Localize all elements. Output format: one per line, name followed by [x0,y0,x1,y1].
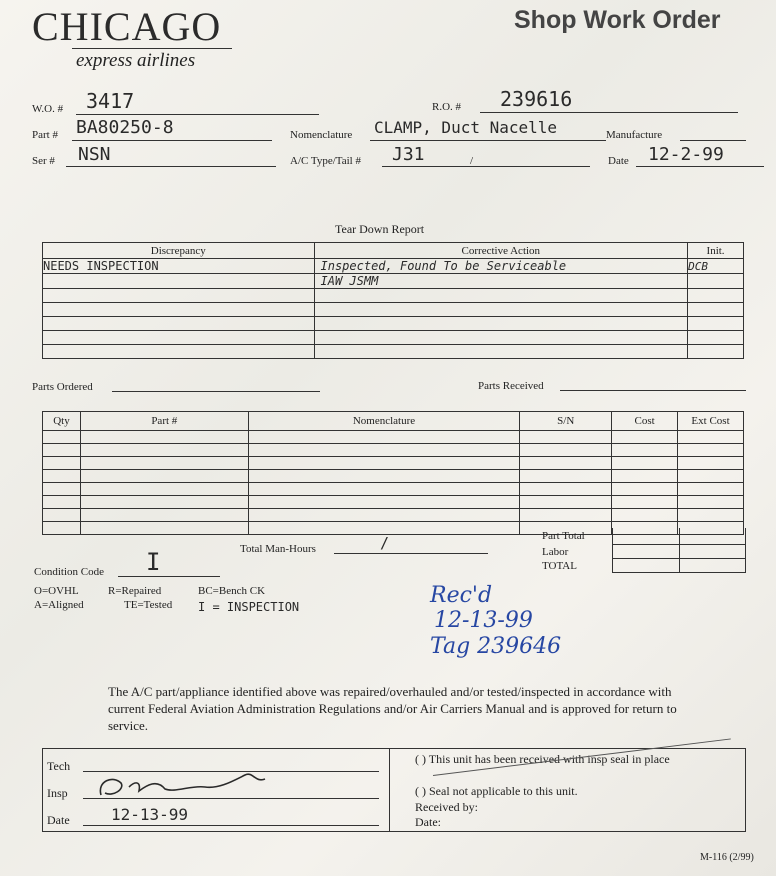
form-number: M-116 (2/99) [700,852,754,863]
totals-divider-h1 [613,544,745,545]
total-label: TOTAL [542,560,577,572]
init-cell [688,289,744,303]
received-date-label: Date: [415,815,441,829]
part-total-label: Part Total [542,530,585,542]
code-aligned: A=Aligned [34,599,84,611]
manhours-line [334,553,488,554]
code-tested: TE=Tested [124,599,173,611]
parts-table [42,411,744,535]
code-ovhl: O=OVHL [34,585,79,597]
ser-line [66,166,276,167]
received-note [430,584,561,660]
ro-value: 239616 [500,87,573,111]
form-title: Shop Work Order [514,6,721,34]
condition-code-line [118,576,220,577]
col-cost: Cost [612,412,678,431]
code-bench-check: BC=Bench CK [198,585,266,597]
action-cell: IAW JSMM [314,274,688,289]
table-row [43,470,744,483]
logo-main-text: CHICAGO [32,4,222,49]
parts-received-label: Parts Received [478,380,544,392]
teardown-title: Tear Down Report [335,222,425,236]
actype-value: J31 [392,144,425,165]
manhours-value: / [380,534,390,552]
date-label: Date [608,155,629,167]
date-line [636,166,764,167]
signoff-date-value: 12-13-99 [111,805,189,824]
init-cell: DCB [688,259,744,274]
signoff-divider [389,749,390,831]
init-cell [688,274,744,289]
nomenclature-line [370,140,606,141]
logo-rule [72,48,232,49]
labor-label: Labor [542,546,569,558]
totals-divider-h2 [613,558,745,559]
init-cell [688,317,744,331]
tech-label: Tech [47,759,71,773]
signoff-date-label: Date [47,813,70,827]
table-row [43,303,744,317]
condition-code-value: I [146,548,161,576]
col-serial: S/N [520,412,612,431]
col-part-number: Part # [80,412,248,431]
ser-value: NSN [78,144,111,165]
init-cell [688,303,744,317]
tail-separator: / [470,155,474,167]
manhours-label: Total Man-Hours [240,543,316,555]
table-row [43,509,744,522]
col-ext-cost: Ext Cost [678,412,744,431]
teardown-table [42,242,744,359]
wo-label: W.O. # [32,103,64,115]
totals-box [612,528,746,573]
nomenclature-label: Nomenclature [290,129,353,141]
parts-body [43,431,744,535]
logo-sub-text: express airlines [76,50,196,71]
table-row [43,274,744,289]
init-cell [688,345,744,359]
col-discrepancy: Discrepancy [43,243,315,259]
col-nomenclature: Nomenclature [248,412,520,431]
part-label: Part # [32,129,58,141]
table-row [43,331,744,345]
condition-code-label: Condition Code [34,566,104,578]
init-cell [688,331,744,345]
action-cell [314,303,688,317]
part-value: BA80250-8 [76,117,174,138]
col-init: Init. [688,243,744,259]
table-row [43,317,744,331]
certification-text: The A/C part/appliance identified above was repaired/overhauled and/or tested/inspected in accordance with current Federal Aviation Administration Regulations and/or Air Carriers Manual and is approved for return to service. [108,684,677,733]
ro-line [480,112,738,113]
received-by-label: Received by: [415,800,478,814]
ser-label: Ser # [32,155,55,167]
signoff-date-line [83,825,379,826]
discrepancy-cell [43,331,315,345]
table-row [43,457,744,470]
col-corrective-action: Corrective Action [314,243,688,259]
wo-value: 3417 [86,89,135,113]
seal-not-applicable-checkbox[interactable]: ( ) Seal not applicable to this unit. [415,784,578,798]
actype-label: A/C Type/Tail # [290,155,361,167]
manufacture-line [680,140,746,141]
parts-ordered-line [112,391,320,392]
discrepancy-cell [43,345,315,359]
action-cell [314,289,688,303]
action-cell [314,317,688,331]
inspector-signature [95,767,275,803]
table-row [43,444,744,457]
code-repaired: R=Repaired [108,585,162,597]
totals-divider-v [679,528,680,572]
discrepancy-cell [43,303,315,317]
parts-ordered-label: Parts Ordered [32,381,93,393]
action-cell [314,331,688,345]
ro-label: R.O. # [432,101,462,113]
received-note-line1: Rec'd [430,583,493,608]
chicago-logo [32,6,242,70]
received-note-line2: 12-13-99 [434,608,533,633]
table-row [43,483,744,496]
discrepancy-cell [43,289,315,303]
seal-received-checkbox[interactable]: ( ) This unit has been received with insp seal in place [415,752,670,766]
manufacture-label: Manufacture [606,129,663,141]
handwritten-inspection-code: I = INSPECTION [198,600,300,614]
actype-line [382,166,590,167]
discrepancy-cell [43,317,315,331]
date-value: 12-2-99 [648,144,724,165]
discrepancy-cell [43,274,315,289]
received-note-line3: Tag 239646 [430,634,562,659]
signoff-box [42,748,746,832]
col-qty: Qty [43,412,81,431]
action-cell: Inspected, Found To be Serviceable [314,259,688,274]
insp-label: Insp [47,786,68,800]
table-row [43,431,744,444]
table-row [43,289,744,303]
nomenclature-value: CLAMP, Duct Nacelle [374,118,558,137]
wo-line [76,114,319,115]
discrepancy-cell: NEEDS INSPECTION [43,259,315,274]
part-line [72,140,272,141]
table-row [43,259,744,274]
action-cell [314,345,688,359]
table-row [43,496,744,509]
parts-received-line [560,390,746,391]
table-row [43,345,744,359]
